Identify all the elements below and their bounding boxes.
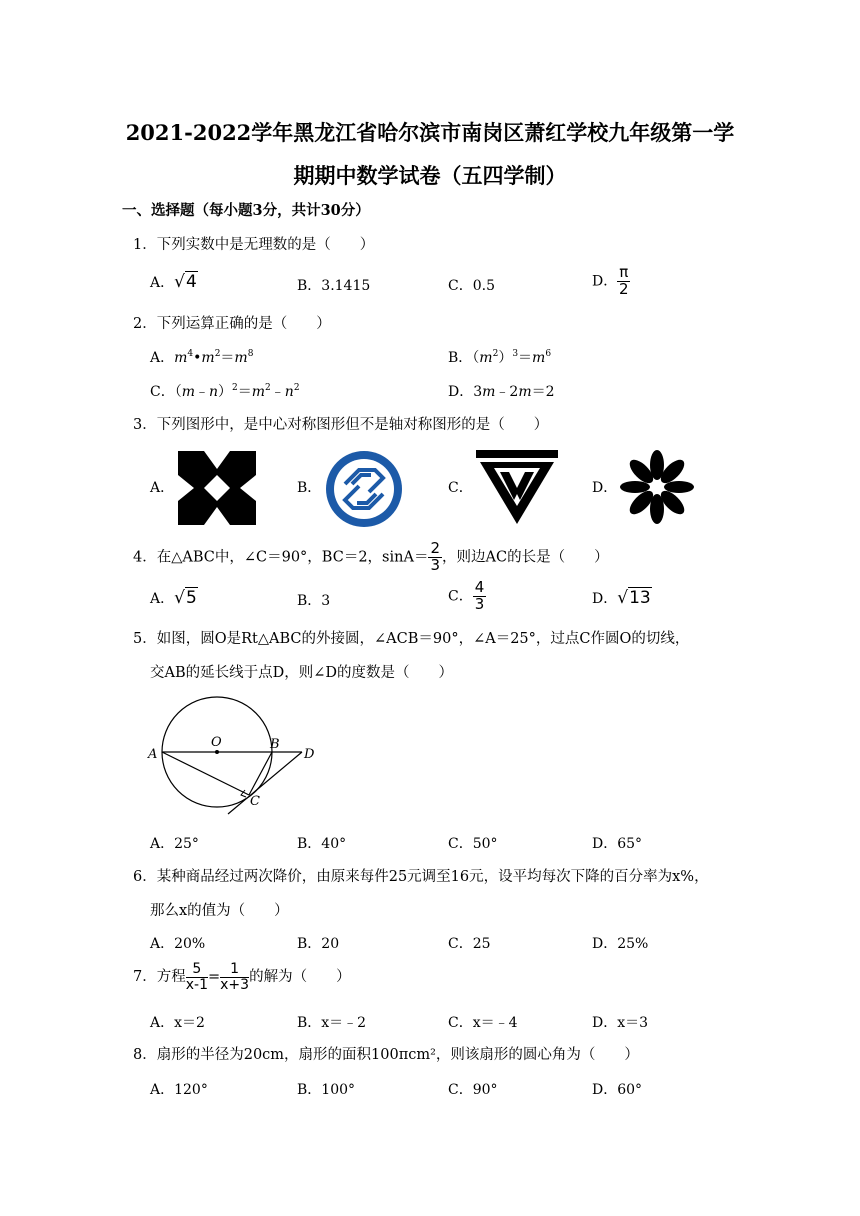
q2-stem: 2．下列运算正确的是（ ） bbox=[133, 316, 331, 332]
point-o-label: O bbox=[211, 735, 222, 750]
q1-option-a: A．√4 bbox=[150, 272, 197, 292]
section-heading: 一、选择题（每小题3分，共计30分） bbox=[122, 202, 370, 219]
figure-b-image bbox=[325, 450, 403, 528]
q1-stem: 1．下列实数中是无理数的是（ ） bbox=[133, 237, 375, 253]
q8-option-b: B．100° bbox=[297, 1082, 356, 1098]
q6-stem-line-1: 6．某种商品经过两次降价，由原来每件25元调至16元，设平均每次下降的百分率为x%， bbox=[133, 869, 709, 885]
q4-option-a: A．√5 bbox=[150, 588, 197, 608]
q8-option-a: A．120° bbox=[150, 1082, 208, 1098]
q5-option-b: B．40° bbox=[297, 836, 347, 852]
q5-geometry-figure bbox=[142, 690, 322, 818]
q6-option-a: A．20% bbox=[150, 936, 206, 952]
q6-option-d: D．25% bbox=[592, 936, 649, 952]
figure-d-image bbox=[620, 450, 694, 524]
sqrt-expression: √4 bbox=[174, 272, 197, 292]
figure-c-image bbox=[476, 450, 558, 524]
q3-stem: 3．下列图形中，是中心对称图形但不是轴对称图形的是（ ） bbox=[133, 417, 549, 433]
q7-option-a: A．x＝2 bbox=[150, 1015, 205, 1031]
q8-option-d: D．60° bbox=[592, 1082, 643, 1098]
q1-option-c: C．0.5 bbox=[448, 278, 495, 294]
q3-option-d-label: D． bbox=[592, 480, 618, 496]
point-d-label: D bbox=[304, 747, 315, 762]
q5-stem-line-2: 交AB的延长线于点D，则∠D的度数是（ ） bbox=[150, 665, 454, 681]
q7-option-d: D．x＝3 bbox=[592, 1015, 649, 1031]
q4-stem: 4．在△ABC中，∠C＝90°，BC＝2，sinA＝ $\frac{2}{3}$ ，则边AC的长是（ ） bbox=[133, 539, 609, 574]
point-a-label: A bbox=[148, 747, 158, 762]
q3-option-a-label: A． bbox=[150, 480, 175, 496]
title-line-2: 期期中数学试卷（五四学制） bbox=[293, 163, 567, 188]
q2-option-a: A．$m^4•m^2=m^8$ bbox=[150, 349, 254, 366]
q7-stem: 7．方程 $\frac{5}{x-1}$ = $\frac{1}{x+3}$ 的解为（ ） bbox=[133, 961, 351, 993]
q6-option-c: C．25 bbox=[448, 936, 491, 952]
q8-stem: 8．扇形的半径为20cm，扇形的面积100πcm²，则该扇形的圆心角为（ ） bbox=[133, 1047, 639, 1063]
q4-option-d: D．√13 bbox=[592, 588, 651, 608]
q7-option-b: B．x＝﹣2 bbox=[297, 1015, 367, 1031]
q7-option-c: C．x＝﹣4 bbox=[448, 1015, 518, 1031]
q5-option-d: D．65° bbox=[592, 836, 643, 852]
q2-option-d: D．3m﹣2m＝2 bbox=[448, 384, 555, 400]
q6-option-b: B．20 bbox=[297, 936, 340, 952]
q1-option-d: D． $\frac{\pi}{2}$ bbox=[592, 263, 629, 298]
point-b-label: B bbox=[270, 737, 280, 752]
q5-stem-line-1: 5．如图，圆O是Rt△ABC的外接圆，∠ACB＝90°，∠A＝25°，过点C作圆O的切线， bbox=[133, 631, 690, 647]
q3-option-b-label: B． bbox=[297, 480, 322, 496]
q8-option-c: C．90° bbox=[448, 1082, 498, 1098]
q4-option-b: B．3 bbox=[297, 593, 331, 609]
q1-option-b: B．3.1415 bbox=[297, 278, 371, 294]
q5-option-a: A．25° bbox=[150, 836, 199, 852]
q2-option-b: B．$(m^2)^3=m^6$ bbox=[448, 349, 552, 366]
point-c-label: C bbox=[250, 794, 260, 809]
title-line-1: 2021-2022学年黑龙江省哈尔滨市南岗区萧红学校九年级第一学 bbox=[125, 120, 735, 145]
q5-option-c: C．50° bbox=[448, 836, 498, 852]
figure-a-image bbox=[178, 451, 256, 525]
q2-option-c: C．$(m﹣n)^2=m^2﹣n^2$ bbox=[150, 383, 300, 400]
q4-option-c: C． $\frac{4}{3}$ bbox=[448, 578, 485, 613]
q6-stem-line-2: 那么x的值为（ ） bbox=[150, 903, 289, 919]
q3-option-c-label: C． bbox=[448, 480, 473, 496]
